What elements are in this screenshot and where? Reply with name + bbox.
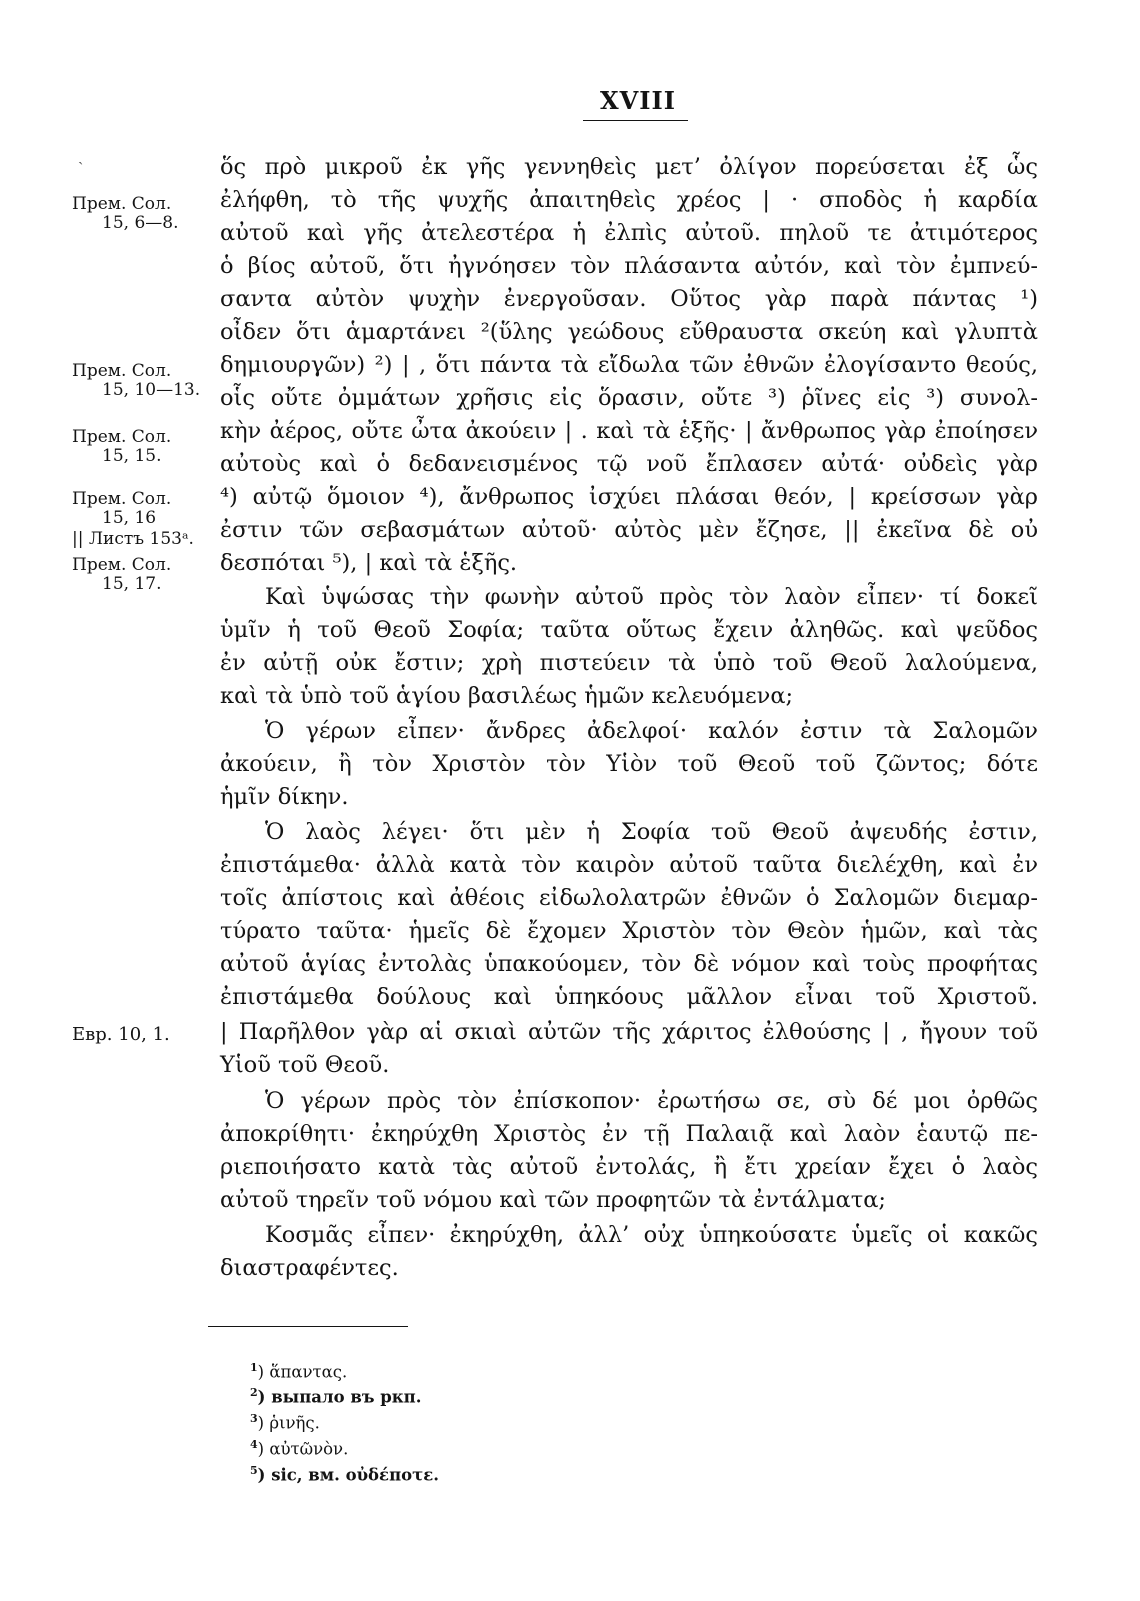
body-line: ριεποιήσατο κατὰ τὰς αὐτοῦ ἐντολάς, ἢ ἔτι χρείαν ἔχει ὁ λαὸς (220, 1154, 1038, 1180)
footnote-mark: 3 (250, 1412, 258, 1425)
body-line: σαντα αὐτὸν ψυχὴν ἐνεργοῦσαν. Οὕτος γὰρ παρὰ πάντας ¹) (220, 286, 1038, 312)
body-line: Ὁ γέρων πρὸς τὸν ἐπίσκοπον· ἐρωτήσω σε, σὺ δέ μοι ὀρθῶς (265, 1088, 1038, 1114)
body-line: ⁴) αὐτῷ ὅμοιον ⁴), ἄνθρωπος ἰσχύει πλάσαι θεόν, | κρείσσων γὰρ (220, 484, 1038, 510)
body-line: ἐστιν τῶν σεβασμάτων αὐτοῦ· αὐτὸς μὲν ἔζησε, || ἐκεῖνα δὲ οὐ (220, 517, 1038, 543)
margin-note (72, 530, 222, 549)
footnote-mark: 1 (250, 1361, 258, 1374)
footnote-rule (208, 1326, 408, 1327)
page-number: XVIII (600, 86, 676, 115)
margin-note-label: Прем. Сол. (72, 194, 172, 214)
body-line: καὶ τὰ ὑπὸ τοῦ ἁγίου βασιλέως ἡμῶν κελευόμενα; (220, 683, 794, 709)
footnote-text: ) ἅπαντας. (257, 1362, 348, 1382)
footnote (250, 1460, 439, 1487)
margin-note (72, 362, 222, 400)
margin-note-label: Прем. Сол. (72, 489, 172, 509)
body-line: δημιουργῶν) ²) | , ὅτι πάντα τὰ εἴδωλα τῶν ἐθνῶν ἐλογίσαντο θεούς, (220, 352, 1038, 378)
footnote-mark: 4 (250, 1438, 258, 1451)
body-line: ὅς πρὸ μικροῦ ἐκ γῆς γεννηθεὶς μετ’ ὀλίγον πορεύσεται ἐξ ὧς (220, 154, 1038, 180)
footnote-text: ) sic, вм. οὐδέποτε. (257, 1465, 440, 1485)
margin-note-label: || Листъ 153ᵃ. (72, 529, 194, 549)
body-line: ὑμῖν ἡ τοῦ Θεοῦ Σοφία; ταῦτα οὕτως ἔχειν ἀληθῶς. καὶ ψεῦδος (220, 617, 1038, 643)
body-line: αὐτοῦ ἁγίας ἐντολὰς ὑπακούομεν, τὸν δὲ νόμον καὶ τοὺς προφήτας (220, 951, 1038, 977)
margin-note (72, 195, 222, 233)
body-line: αὐτοῦ καὶ γῆς ἀτελεστέρα ἡ ἐλπὶς αὐτοῦ. πηλοῦ τε ἀτιμότερος (220, 220, 1038, 246)
body-line: αὐτοὺς καὶ ὁ δεδανεισμένος τῷ νοῦ ἔπλασεν αὐτά· οὐδεὶς γὰρ (220, 451, 1038, 477)
margin-note-label: Прем. Сол. (72, 361, 172, 381)
body-line: | Παρῆλθον γὰρ αἱ σκιαὶ αὐτῶν τῆς χάριτος ἐλθούσης | , ἤγουν τοῦ (220, 1019, 1038, 1045)
stray-mark: ˎ (78, 146, 84, 165)
body-line: Υἱοῦ τοῦ Θεοῦ. (220, 1052, 390, 1078)
body-line: οἶδεν ὅτι ἁμαρτάνει ²(ὕλης γεώδους εὔθραυστα σκεύη καὶ γλυπτὰ (220, 319, 1038, 345)
body-line: ἀποκρίθητι· ἐκηρύχθη Χριστὸς ἐν τῇ Παλαιᾷ καὶ λαὸν ἑαυτῷ πε- (220, 1121, 1038, 1147)
margin-note-ref: 15, 10—13. (102, 380, 201, 400)
footnote-text: ) ῥινῆς. (257, 1413, 320, 1433)
margin-note-label: Евр. 10, 1. (72, 1024, 170, 1045)
footnote-mark: 5 (250, 1464, 258, 1477)
body-line: Ὁ γέρων εἶπεν· ἄνδρες ἀδελφοί· καλόν ἐστιν τὰ Σαλομῶν (265, 718, 1038, 744)
page-number-rule (583, 120, 688, 121)
footnote (250, 1434, 348, 1461)
margin-note (72, 1025, 222, 1044)
body-line: ἐν αὐτῇ οὐκ ἔστιν; χρὴ πιστεύειν τὰ ὑπὸ τοῦ Θεοῦ λαλούμενα, (220, 650, 1038, 676)
body-line: ἐπιστάμεθα· ἀλλὰ κατὰ τὸν καιρὸν αὐτοῦ ταῦτα διελέχθη, καὶ ἐν (220, 852, 1038, 878)
body-line: αὐτοῦ τηρεῖν τοῦ νόμου καὶ τῶν προφητῶν τὰ ἐντάλματα; (220, 1187, 886, 1213)
body-line: διαστραφέντες. (220, 1255, 399, 1281)
body-line: τοῖς ἀπίστοις καὶ ἀθέοις εἰδωλολατρῶν ἐθνῶν ὁ Σαλομῶν διεμαρ- (220, 885, 1038, 911)
body-line: ὁ βίος αὐτοῦ, ὅτι ἠγνόησεν τὸν πλάσαντα αὐτόν, καὶ τὸν ἐμπνεύ- (220, 253, 1038, 279)
body-line: Ὁ λαὸς λέγει· ὅτι μὲν ἡ Σοφία τοῦ Θεοῦ ἀψευδής ἐστιν, (265, 819, 1038, 845)
body-line: δεσπόται ⁵), | καὶ τὰ ἑξῆς. (220, 550, 518, 576)
body-line: τύρατο ταῦτα· ἡμεῖς δὲ ἔχομεν Χριστὸν τὸν Θεὸν ἡμῶν, καὶ τὰς (220, 918, 1038, 944)
margin-note-ref: 15, 17. (102, 574, 162, 594)
body-line: Καὶ ὑψώσας τὴν φωνὴν αὐτοῦ πρὸς τὸν λαὸν εἶπεν· τί δοκεῖ (265, 584, 1038, 610)
body-line: οἷς οὔτε ὀμμάτων χρῆσις εἰς ὅρασιν, οὔτε ³) ῥῖνες εἰς ³) συνολ- (220, 385, 1038, 411)
margin-note-label: Прем. Сол. (72, 555, 172, 575)
footnote-mark: 2 (250, 1386, 258, 1399)
margin-note-ref: 15, 16 (102, 508, 157, 528)
body-line: ἐπιστάμεθα δούλους καὶ ὑπηκόους μᾶλλον εἶναι τοῦ Χριστοῦ. (220, 984, 1038, 1010)
body-line: ἡμῖν δίκην. (220, 784, 349, 810)
margin-note (72, 428, 222, 466)
footnote (250, 1357, 347, 1384)
body-line: ἐλήφθη, τὸ τῆς ψυχῆς ἀπαιτηθεὶς χρέος | · σποδὸς ἡ καρδία (220, 187, 1038, 213)
body-line: κὴν ἀέρος, οὔτε ὦτα ἀκούειν | . καὶ τὰ ἑξῆς· | ἄνθρωπος γὰρ ἐποίησεν (220, 418, 1038, 444)
footnote-text: ) αὐτῶνὸν. (257, 1439, 349, 1459)
margin-note-ref: 15, 15. (102, 446, 162, 466)
footnote (250, 1382, 422, 1409)
margin-note (72, 490, 222, 528)
footnote-text: ) выпало въ ркп. (257, 1387, 422, 1407)
body-line: Κοσμᾶς εἶπεν· ἐκηρύχθη, ἀλλ’ οὐχ ὑπηκούσατε ὑμεῖς οἱ κακῶς (265, 1222, 1038, 1248)
footnote (250, 1408, 320, 1435)
margin-note-label: Прем. Сол. (72, 427, 172, 447)
body-line: ἀκούειν, ἢ τὸν Χριστὸν τὸν Υἱὸν τοῦ Θεοῦ τοῦ ζῶντος; δότε (220, 751, 1038, 777)
margin-note-ref: 15, 6—8. (102, 213, 179, 233)
margin-note (72, 556, 222, 594)
